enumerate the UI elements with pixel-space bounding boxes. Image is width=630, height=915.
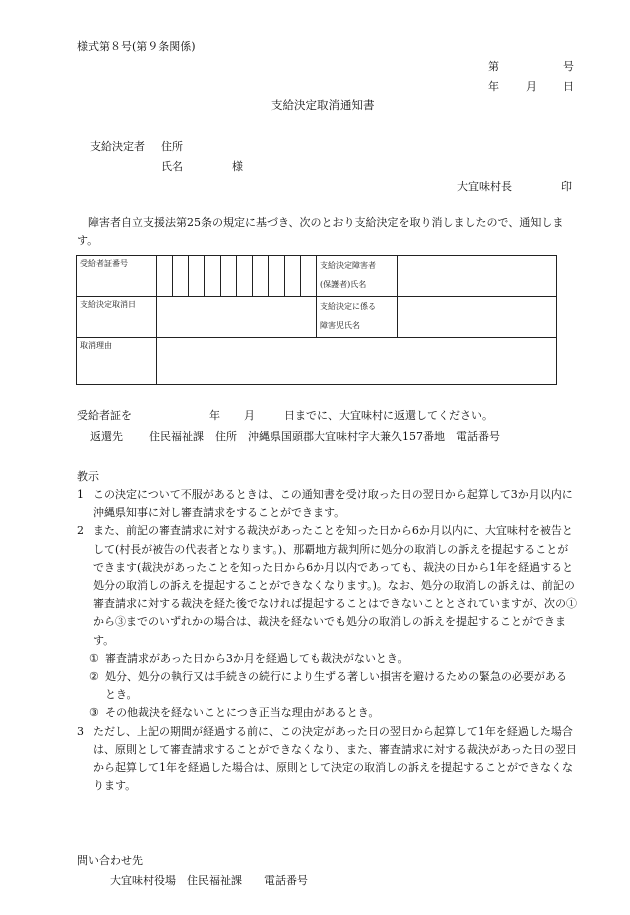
return-text-2: 日までに、大宜味村に返還してください。 bbox=[284, 409, 493, 422]
page-title: 支給決定取消通知書 bbox=[271, 98, 375, 112]
notice-item-number: 2 bbox=[77, 524, 84, 538]
cert-digit-cell bbox=[253, 256, 269, 297]
cancel-date-value bbox=[157, 297, 317, 338]
info-table bbox=[76, 255, 557, 385]
cert-digit-cell bbox=[157, 256, 173, 297]
notice-sub-number: ② bbox=[89, 670, 99, 684]
return-year: 年 bbox=[209, 409, 220, 422]
contact-heading: 問い合わせ先 bbox=[77, 854, 143, 867]
cert-digit-cell bbox=[237, 256, 253, 297]
notice-item bbox=[77, 522, 577, 649]
notice-sub-item bbox=[77, 704, 577, 722]
notice-item-text: ただし、上記の期間が経過する前に、この決定があった日の翌日から起算して1年を経過した場合は、原則として審査請求することができなくなり、また、審査請求に対する裁決があった日の翌日から起算して1年を経過した場合は、原則として決定の取消しの訴えを提起することができなくなります。 bbox=[93, 724, 577, 793]
notice-sub-number: ③ bbox=[89, 706, 99, 720]
cert-number-label: 受給者証番号 bbox=[77, 256, 157, 297]
notice-body bbox=[77, 486, 577, 795]
return-text-1: 受給者証を bbox=[77, 409, 132, 422]
cert-digit-cell bbox=[173, 256, 189, 297]
date-month: 月 bbox=[526, 80, 537, 93]
recipient-label: 支給決定者 bbox=[90, 140, 145, 153]
notice-item-number: 3 bbox=[77, 724, 84, 738]
seal-mark: 印 bbox=[561, 180, 572, 193]
child-name-label-line1: 支給決定に係る bbox=[320, 302, 376, 311]
form-number: 様式第８号(第９条関係) bbox=[77, 40, 196, 53]
cert-digit-cell bbox=[221, 256, 237, 297]
doc-number-suffix: 号 bbox=[563, 60, 574, 73]
issuer-name: 大宜味村長 bbox=[457, 180, 512, 193]
notice-item bbox=[77, 486, 577, 522]
return-month: 月 bbox=[244, 409, 255, 422]
notice-item-text: また、前記の審査請求に対する裁決があったことを知った日から6か月以内に、大宜味村を被告として(村長が被告の代表者となります。)、那覇地方裁判所に処分の取消しの訴えを提起することができます(裁決があったことを知った日から6か月以内であっても、裁決の日から1年を経過すると処分の取消しの訴えを提起することができなくなります。)。なお、処分の取消しの訴えは、前記の審査請求に対する裁決を経た後でなければ提起することはできないこととされていますが、次の①から③までのいずれかの場合は、裁決を経ないでも処分の取消しの訴えを提起することができます。 bbox=[93, 524, 577, 647]
return-dest-label: 返還先 bbox=[90, 430, 123, 443]
child-name-label-line2: 障害児氏名 bbox=[320, 321, 360, 330]
address-label: 住所 bbox=[161, 140, 183, 153]
contact-text: 大宜味村役場 住民福祉課 電話番号 bbox=[110, 874, 308, 887]
notice-item-number: 1 bbox=[77, 488, 84, 501]
person-name-label-line1: 支給決定障害者 bbox=[320, 261, 376, 270]
doc-number-label: 第 bbox=[488, 60, 499, 73]
notice-sub-text: 処分、処分の執行又は手続きの続行により生ずる著しい損害を避けるための緊急の必要があるとき。 bbox=[105, 670, 567, 702]
cert-digit-cell bbox=[205, 256, 221, 297]
intro-text: 障害者自立支援法第25条の規定に基づき、次のとおり支給決定を取り消しましたので、通知します。 bbox=[77, 216, 564, 248]
notice-item bbox=[77, 723, 577, 796]
reason-value bbox=[157, 338, 557, 385]
person-name-label bbox=[317, 256, 398, 297]
cert-digit-cell bbox=[285, 256, 301, 297]
notice-sub-item bbox=[77, 668, 577, 704]
notice-heading: 教示 bbox=[77, 470, 99, 483]
reason-label: 取消理由 bbox=[77, 338, 157, 385]
honorific: 様 bbox=[232, 160, 243, 173]
return-dest: 住民福祉課 住所 沖縄県国頭郡大宜味村字大兼久157番地 電話番号 bbox=[149, 430, 500, 443]
notice-sub-item bbox=[77, 650, 577, 668]
child-name-label bbox=[317, 297, 398, 338]
notice-sub-number: ① bbox=[89, 651, 99, 665]
name-label: 氏名 bbox=[161, 160, 183, 173]
cert-digit-cell bbox=[301, 256, 317, 297]
person-name-label-line2: (保護者)氏名 bbox=[320, 280, 367, 289]
notice-sub-text: その他裁決を経ないことにつき正当な理由があるとき。 bbox=[105, 706, 380, 720]
cert-digit-cell bbox=[269, 256, 285, 297]
notice-item-text: この決定について不服があるときは、この通知書を受け取った日の翌日から起算して3か月以内に沖縄県知事に対し審査請求をすることができます。 bbox=[93, 488, 573, 520]
child-name-value bbox=[398, 297, 557, 338]
date-day: 日 bbox=[563, 80, 574, 93]
person-name-value bbox=[398, 256, 557, 297]
notice-sub-text: 審査請求があった日から3か月を経過しても裁決がないとき。 bbox=[105, 651, 409, 665]
cert-digit-cell bbox=[189, 256, 205, 297]
date-year: 年 bbox=[488, 80, 499, 93]
cancel-date-label: 支給決定取消日 bbox=[77, 297, 157, 338]
